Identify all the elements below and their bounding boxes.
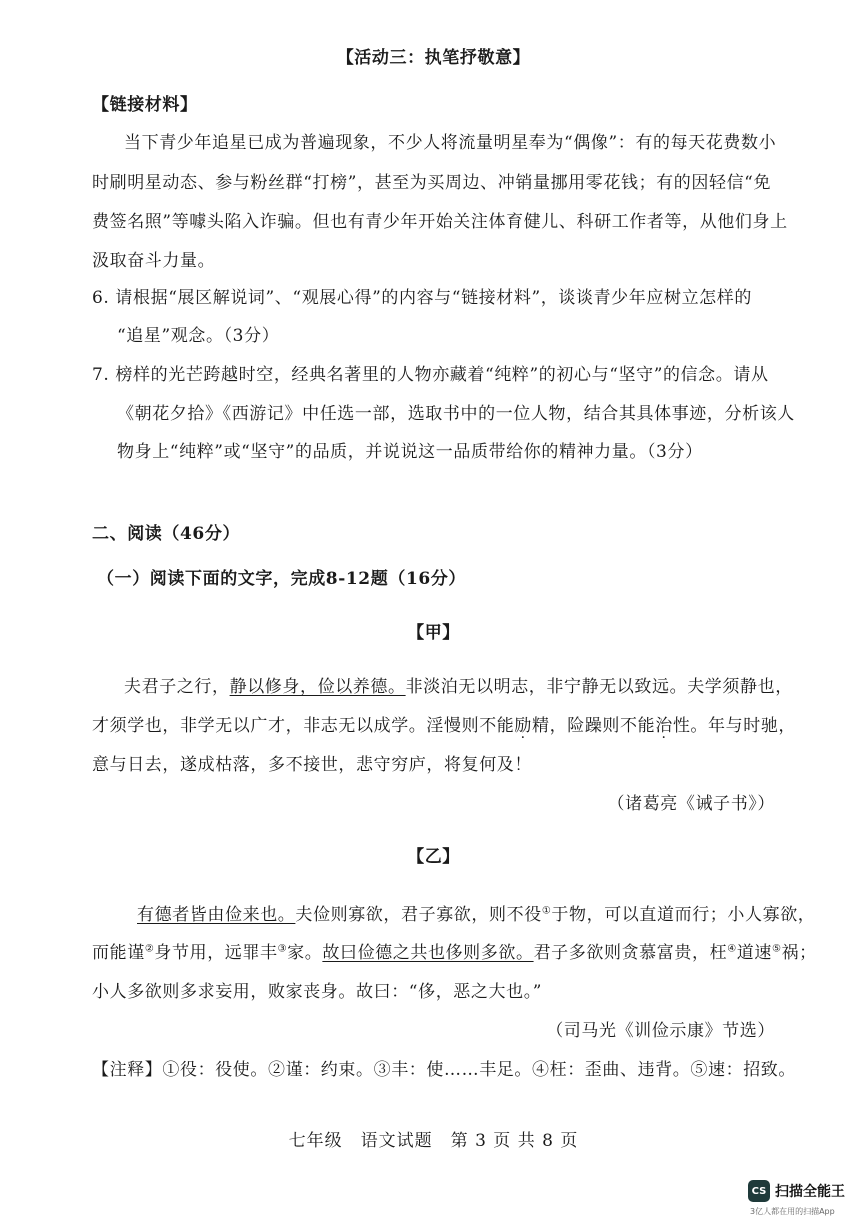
material-line-1: 当下青少年追星已成为普遍现象，不少人将流量明星奉为“偶像”：有的每天花费数小 (124, 133, 777, 153)
material-line-4: 汲取奋斗力量。 (92, 251, 216, 271)
jia-text: 非淡泊无以明志，非宁静无以致远。夫学须静也， (405, 677, 793, 697)
material-line-2: 时刷明星动态、参与粉丝群“打榜”，甚至为买周边、冲销量挪用零花钱；有的因轻信“免 (92, 173, 772, 193)
material-line-3: 费签名照”等噱头陷入诈骗。但也有青少年开始关注体育健儿、科研工作者等，从他们身上 (92, 212, 788, 232)
section-heading: 二、阅读（46分） (92, 524, 241, 544)
passage-yi-title: 【乙】 (407, 847, 460, 867)
note-mark: ⑤ (771, 943, 782, 955)
jia-text: 性。年与时驰， (672, 716, 797, 736)
question-7-line-1: 7. 榜样的光芒跨越时空，经典名著里的人物亦藏着“纯粹”的初心与“坚守”的信念。请从 (92, 365, 769, 385)
watermark-name: 扫描全能王 (775, 1184, 845, 1200)
yi-text: 道速 (736, 943, 772, 963)
jia-text: 精，险躁则不能 (532, 716, 656, 736)
passage-jia-line-1 (124, 676, 793, 698)
annotations: 【注释】①役：役使。②谨：约束。③丰：使……丰足。④枉：歪曲、违背。⑤速：招致。 (92, 1060, 796, 1080)
activity-title: 【活动三：执笔抒敬意】 (336, 48, 531, 68)
yi-text: 而能谨 (92, 943, 145, 963)
question-6-line-2: “追星”观念。（3分） (117, 326, 280, 346)
yi-text: 家。 (287, 943, 323, 963)
material-title: 【链接材料】 (92, 95, 198, 115)
question-6-line-1: 6. 请根据“展区解说词”、“观展心得”的内容与“链接材料”，谈谈青少年应树立怎样的 (92, 288, 752, 308)
page-footer: 七年级 语文试题 第 3 页 共 8 页 (288, 1131, 579, 1151)
watermark-tagline: 3亿人都在用的扫描App (750, 1207, 835, 1216)
passage-jia-line-3: 意与日去，遂成枯落，多不接世，悲守穷庐，将复何及！ (92, 755, 532, 775)
passage-yi-line-1 (137, 904, 815, 926)
passage-jia-title: 【甲】 (407, 623, 460, 643)
dotted-char: 治 (655, 716, 673, 736)
note-mark: ③ (277, 943, 288, 955)
underlined-sentence: 有德者皆由俭来也。 (137, 905, 296, 925)
passage-yi-source: （司马光《训俭示康》节选） (546, 1021, 775, 1041)
yi-text: 祸； (781, 943, 817, 963)
yi-text: 君子多欲则贪慕富贵，枉 (533, 943, 728, 963)
dotted-char: 励 (514, 716, 533, 736)
note-mark: ② (144, 943, 155, 955)
question-7-line-3: 物身上“纯粹”或“坚守”的品质，并说说这一品质带给你的精神力量。（3分） (117, 442, 703, 462)
underlined-sentence: 故曰俭德之共也侈则多欲。 (322, 943, 534, 963)
yi-text: 于物，可以直道而行；小人寡欲， (551, 905, 816, 925)
subsection-heading: （一）阅读下面的文字，完成8-12题（16分） (97, 569, 466, 589)
jia-text: 夫君子之行， (124, 677, 230, 697)
camscanner-icon: CS (748, 1180, 770, 1202)
passage-yi-line-2 (92, 942, 817, 964)
passage-yi-line-3: 小人多欲则多求妄用，败家丧身。故曰：“侈，恶之大也。” (92, 982, 543, 1002)
underlined-sentence: 静以修身，俭以养德。 (229, 677, 406, 697)
yi-text: 身节用，远罪丰 (154, 943, 278, 963)
yi-text: 夫俭则寡欲，君子寡欲，则不役 (295, 905, 542, 925)
note-mark: ④ (727, 943, 737, 955)
question-7-line-2: 《朝花夕拾》《西游记》中任选一部，选取书中的一位人物，结合其具体事迹，分析该人 (117, 404, 795, 424)
passage-jia-line-2 (92, 715, 796, 737)
scanner-watermark (748, 1180, 845, 1202)
jia-text: 才须学也，非学无以广才，非志无以成学。淫慢则不能 (92, 716, 515, 736)
passage-jia-source: （诸葛亮《诫子书》） (607, 794, 775, 814)
note-mark: ① (541, 905, 552, 917)
